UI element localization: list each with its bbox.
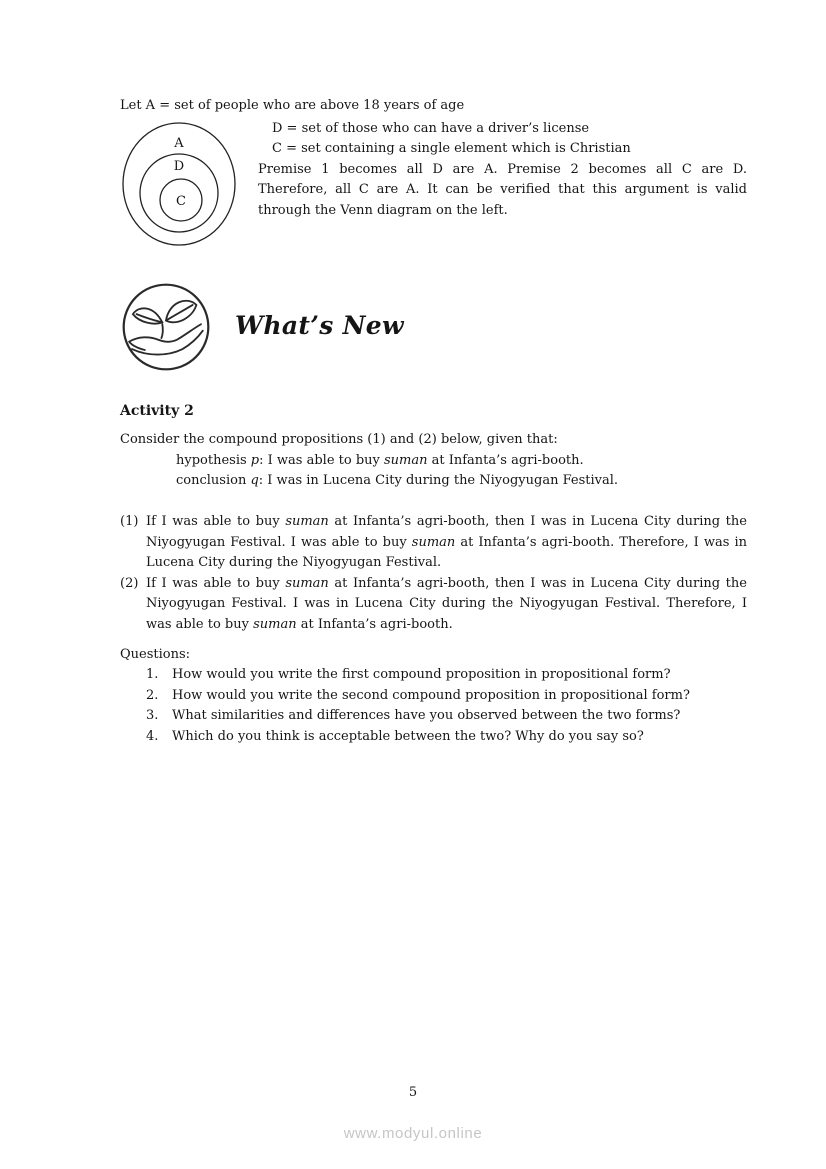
whats-new-banner [120, 281, 747, 373]
premise-paragraph: Premise 1 becomes all D are A. Premise 2 becomes all C are D. Therefore, all C are A. It can be verified that this argument is valid through the Venn diagram on the left. [258, 161, 747, 218]
proposition-2 [120, 574, 747, 636]
set-d-definition: D = set of those who can have a driver’s license [272, 120, 590, 136]
venn-label-c: C [176, 193, 186, 209]
question-2-text: How would you write the second compound proposition in propositional form? [172, 687, 690, 703]
questions-label: Questions: [120, 646, 191, 662]
questions-block [120, 645, 747, 748]
conclusion-line: conclusion q: I was in Lucena City during the Niyogyugan Festival. [176, 473, 619, 489]
venn-diagram [120, 119, 258, 249]
question-4-text: Which do you think is acceptable between the two? Why do you say so? [172, 728, 644, 744]
activity-section [120, 401, 747, 748]
proposition-1-number: (1) [120, 513, 139, 529]
venn-section [120, 96, 747, 249]
question-1-number: 1. [146, 667, 159, 683]
question-3-number: 3. [146, 708, 159, 724]
question-2 [120, 686, 747, 707]
proposition-1-text: If I was able to buy suman at Infanta’s agri-booth, then I was in Lucena City during the Niyogyugan Festival. I was able to buy suman at Infanta’s agri-booth. Therefore, I was in Lucena City during the Niyogyugan Festival. [146, 513, 747, 571]
venn-diagram-svg [120, 121, 240, 249]
question-3-text: What similarities and differences have you observed between the two forms? [172, 708, 681, 724]
page-number: 5 [408, 1085, 418, 1100]
venn-label-a: A [174, 135, 184, 151]
question-3 [120, 706, 747, 727]
hand-holding-plant-icon [120, 281, 212, 373]
proposition-2-text: If I was able to buy suman at Infanta’s agri-booth, then I was in Lucena City during the Niyogyugan Festival. I was in Lucena City during the Niyogyugan Festival. Therefore, I was able to buy suman at Infanta’s agri-booth. [146, 575, 747, 632]
hypothesis-line: hypothesis p: I was able to buy suman at Infanta’s agri-booth. [176, 452, 584, 468]
venn-row [120, 119, 747, 249]
whats-new-title: What’s New [235, 311, 404, 341]
set-c-definition: C = set containing a single element which is Christian [272, 141, 631, 157]
proposition-list [120, 512, 747, 636]
question-2-number: 2. [146, 687, 159, 703]
question-1 [120, 665, 747, 686]
set-a-definition: Let A = set of people who are above 18 years of age [120, 98, 465, 113]
venn-label-d: D [173, 158, 185, 174]
proposition-1 [120, 512, 747, 574]
watermark: www.modyul.online [343, 1125, 483, 1142]
question-4 [120, 727, 747, 748]
activity-heading: Activity 2 [120, 402, 194, 419]
question-1-text: How would you write the first compound proposition in propositional form? [172, 667, 671, 683]
venn-explanation [258, 119, 747, 222]
proposition-2-number: (2) [120, 575, 139, 591]
activity-intro: Consider the compound propositions (1) and (2) below, given that: [120, 432, 558, 448]
question-4-number: 4. [146, 728, 159, 744]
